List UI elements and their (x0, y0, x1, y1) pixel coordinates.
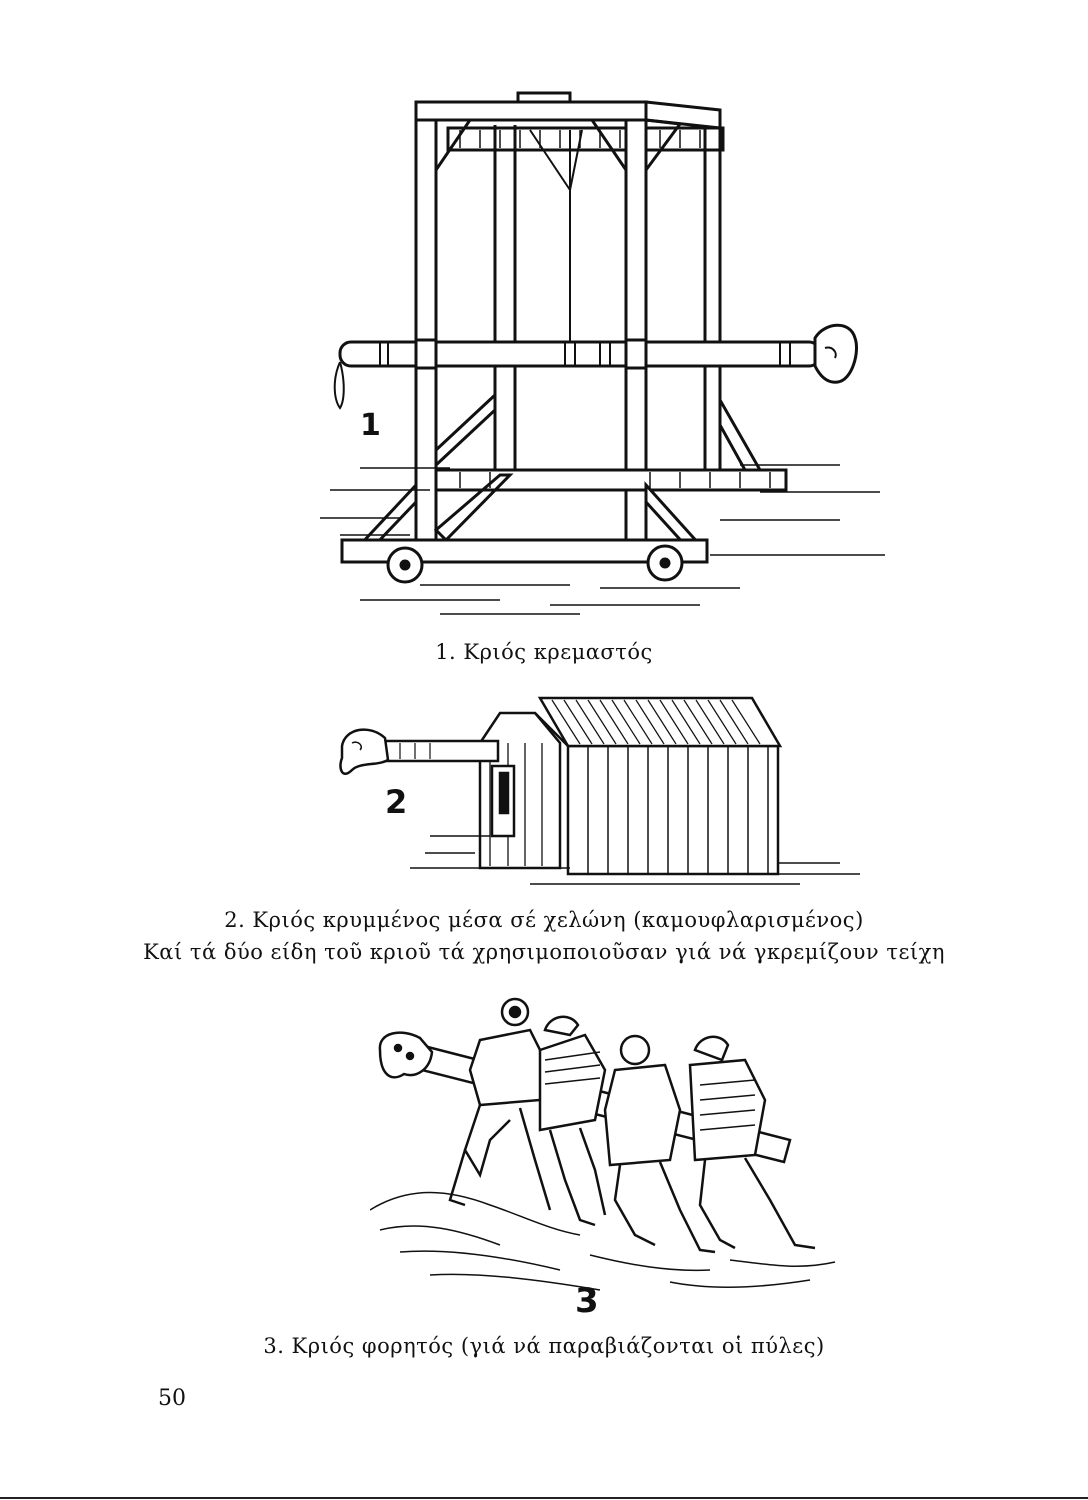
hanging-ram-illustration (320, 90, 890, 620)
figure-2-number: 2 (385, 783, 408, 821)
figure-3-number: 3 (575, 1281, 599, 1320)
figure-2-caption: 2. Κριός κρυμμένος μέσα σέ χελώνη (καμουφλαρισμένος) (224, 908, 864, 932)
figure-1-number: 1 (360, 408, 381, 443)
covered-ram-illustration (330, 688, 870, 893)
figure-1-caption: 1. Κριός κρεμαστός (435, 640, 653, 664)
page-number: 50 (158, 1386, 186, 1411)
figure-2-note: Καί τά δύο είδη τοῦ κριοῦ τά χρησιμοποιοῦσαν γιά νά γκρεμίζουν τείχη (143, 940, 945, 964)
figure-3-caption: 3. Κριός φορητός (γιά νά παραβιάζονται οἱ πύλες) (263, 1334, 825, 1358)
page-edge (0, 1497, 1088, 1499)
portable-ram-illustration (370, 990, 840, 1320)
